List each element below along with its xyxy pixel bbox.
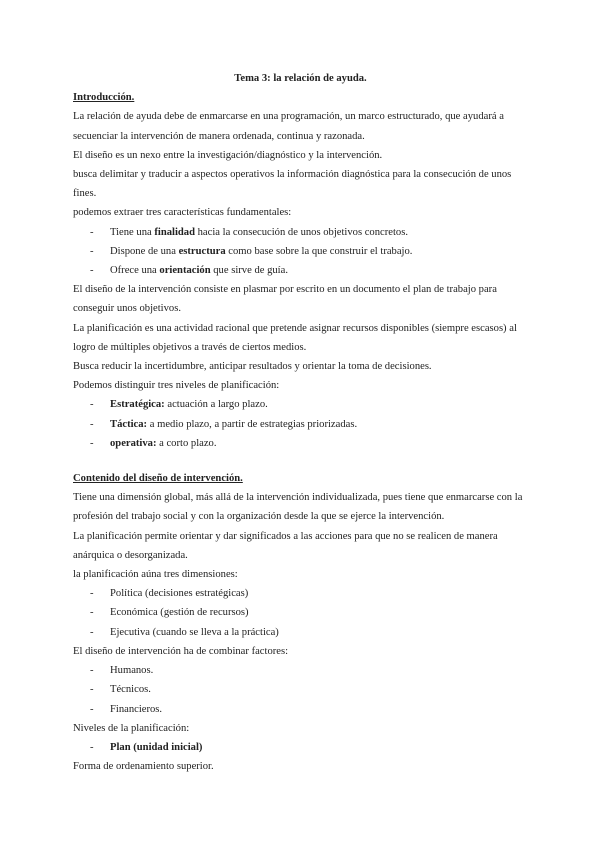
list-item: - Política (decisiones estratégicas)	[73, 584, 528, 603]
list-item: - Financieros.	[73, 700, 528, 719]
list-item: - Dispone de una estructura como base sobre la que construir el trabajo.	[73, 242, 528, 261]
document-title: Tema 3: la relación de ayuda.	[234, 73, 367, 84]
list-item: - Ofrece una orientación que sirve de guía.	[73, 261, 528, 280]
paragraph: El diseño de la intervención consiste en plasmar por escrito en un documento el plan de trabajo para conseguir unos objetivos.	[73, 284, 497, 315]
paragraph: Niveles de la planificación:	[73, 722, 190, 734]
section-heading-contenido: Contenido del diseño de intervención.	[73, 473, 243, 485]
factors-list	[73, 661, 528, 719]
section-heading-introduccion: Introducción.	[73, 92, 135, 104]
list-item: - operativa: a corto plazo.	[73, 434, 528, 453]
document-page	[73, 69, 528, 776]
list-item: - Plan (unidad inicial)	[73, 738, 528, 757]
paragraph: Busca reducir la incertidumbre, anticipar resultados y orientar la toma de decisiones.	[73, 361, 432, 373]
list-item: - Económica (gestión de recursos)	[73, 603, 528, 622]
list-item: - Táctica: a medio plazo, a partir de estrategias priorizadas.	[73, 415, 528, 434]
paragraph: busca delimitar y traducir a aspectos operativos la información diagnóstica para la consecución de unos fines.	[73, 169, 512, 200]
features-list	[73, 223, 528, 281]
paragraph: Forma de ordenamiento superior.	[73, 761, 214, 773]
paragraph: la planificación aúna tres dimensiones:	[73, 569, 238, 581]
list-item: - Técnicos.	[73, 680, 528, 699]
list-item: - Humanos.	[73, 661, 528, 680]
paragraph: El diseño de intervención ha de combinar factores:	[73, 645, 289, 657]
paragraph: La planificación permite orientar y dar significados a las acciones para que no se realicen de manera anárquica o desorganizada.	[73, 530, 498, 561]
paragraph: El diseño es un nexo entre la investigación/diagnóstico y la intervención.	[73, 149, 383, 161]
paragraph: La relación de ayuda debe de enmarcarse en una programación, un marco estructurado, que ayudará a secuenciar la intervención de manera ordenada, continua y razonada.	[73, 111, 504, 142]
list-item: - Tiene una finalidad hacia la consecución de unos objetivos concretos.	[73, 223, 528, 242]
dimensions-list	[73, 584, 528, 642]
spacer	[73, 453, 528, 469]
list-item: - Ejecutiva (cuando se lleva a la práctica)	[73, 623, 528, 642]
paragraph: La planificación es una actividad racional que pretende asignar recursos disponibles (siempre escasos) al logro de múltiples objetivos a través de ciertos medios.	[73, 322, 517, 353]
planning-levels-list	[73, 395, 528, 453]
paragraph: podemos extraer tres características fundamentales:	[73, 207, 292, 219]
plan-levels-list	[73, 738, 528, 757]
paragraph: Tiene una dimensión global, más allá de la intervención individualizada, pues tiene que enmarcarse con la profesión del trabajo social y con la organización desde la que se ejerce la intervención.	[73, 492, 523, 523]
list-item: - Estratégica: actuación a largo plazo.	[73, 395, 528, 414]
paragraph: Podemos distinguir tres niveles de planificación:	[73, 380, 280, 392]
